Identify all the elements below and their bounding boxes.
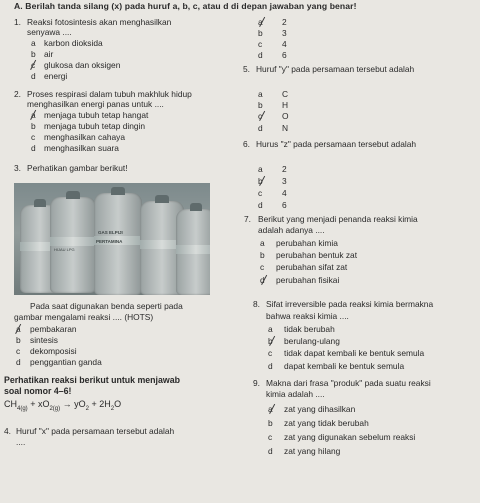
- q6-option-d[interactable]: 6: [282, 200, 287, 210]
- q6-option-c[interactable]: 4: [282, 188, 287, 198]
- q2-number: 2.: [14, 89, 21, 99]
- q3-option-a-letter: a: [16, 324, 21, 334]
- q7-text-line1: Berikut yang menjadi penanda reaksi kimia: [258, 214, 418, 224]
- q7-option-d-letter: d: [260, 275, 265, 285]
- q9-option-a-letter: a: [268, 404, 273, 414]
- q2-text-line1: Proses respirasi dalam tubuh makhluk hidup: [27, 89, 192, 99]
- q2-option-b-letter: b: [31, 121, 36, 131]
- q1-option-c-letter: c: [31, 60, 36, 70]
- q4-intro-line2: soal nomor 4–6!: [4, 386, 72, 396]
- q1-option-d[interactable]: energi: [44, 71, 68, 81]
- q4-number: 4.: [4, 426, 11, 436]
- q5-option-d[interactable]: N: [282, 123, 289, 133]
- q8-option-c-letter: c: [268, 348, 273, 358]
- q7-option-c-letter: c: [260, 262, 265, 272]
- q6-option-b-letter: b: [258, 176, 263, 186]
- q3-option-a[interactable]: pembakaran: [30, 324, 77, 334]
- q9-text-line2: kimia adalah ....: [266, 389, 325, 399]
- q7-option-a[interactable]: perubahan kimia: [276, 238, 338, 248]
- q8-option-b[interactable]: berulang-ulang: [284, 336, 340, 346]
- q4-intro-line1: Perhatikan reaksi berikut untuk menjawab: [4, 375, 180, 385]
- q4-option-b-letter: b: [258, 28, 263, 38]
- q2-option-c-letter: c: [31, 132, 36, 142]
- q8-text-line2: bahwa reaksi kimia ....: [266, 311, 349, 321]
- q2-option-a-letter: a: [31, 110, 36, 120]
- q2-text-line2: menghasilkan energi panas untuk ....: [27, 99, 164, 109]
- q7-option-c[interactable]: perubahan sifat zat: [276, 262, 348, 272]
- q7-text-line2: adalah adanya ....: [258, 225, 325, 235]
- q8-option-a[interactable]: tidak berubah: [284, 324, 335, 334]
- q7-option-d[interactable]: perubahan fisikai: [276, 275, 340, 285]
- tank-label-mid: PERTAMINA: [96, 239, 123, 244]
- q3-after-line1: Pada saat digunakan benda seperti pada: [30, 301, 183, 311]
- answer-check-mark-icon: [254, 173, 265, 186]
- q8-text-line1: Sifat irreversible pada reaksi kimia bermakna: [266, 299, 434, 309]
- q4-option-a[interactable]: 2: [282, 17, 287, 27]
- answer-check-mark-icon: [264, 401, 275, 414]
- q4-option-c[interactable]: 4: [282, 39, 287, 49]
- q2-option-d-letter: d: [31, 143, 36, 153]
- q5-option-d-letter: d: [258, 123, 263, 133]
- q1-option-b[interactable]: air: [44, 49, 54, 59]
- q6-text: Hurus "z" pada persamaan tersebut adalah: [256, 139, 417, 149]
- gas-tank: [176, 209, 210, 295]
- q9-option-b-letter: b: [268, 418, 273, 428]
- q1-option-c[interactable]: glukosa dan oksigen: [44, 60, 121, 70]
- q3-option-b[interactable]: sintesis: [30, 335, 58, 345]
- q2-option-d[interactable]: menghasilkan suara: [44, 143, 119, 153]
- q7-option-b-letter: b: [260, 250, 265, 260]
- q6-option-a[interactable]: 2: [282, 164, 287, 174]
- q5-option-c-letter: c: [258, 111, 263, 121]
- q6-number: 6.: [243, 139, 250, 149]
- q9-text-line1: Makna dari frasa "produk" pada suatu reaksi: [266, 378, 431, 388]
- q7-number: 7.: [244, 214, 251, 224]
- q8-option-d[interactable]: dapat kembali ke bentuk semula: [284, 361, 405, 371]
- q3-option-c[interactable]: dekomposisi: [30, 346, 77, 356]
- q8-number: 8.: [253, 299, 260, 309]
- q3-option-d-letter: d: [16, 357, 21, 367]
- q9-option-b[interactable]: zat yang tidak berubah: [284, 418, 369, 428]
- tank-label-small: HIJAU LPG: [54, 247, 75, 252]
- q3-option-c-letter: c: [16, 346, 21, 356]
- q9-option-d[interactable]: zat yang hilang: [284, 446, 341, 456]
- q5-number: 5.: [243, 64, 250, 74]
- q6-option-c-letter: c: [258, 188, 263, 198]
- answer-check-mark-icon: [264, 333, 275, 346]
- q5-option-a[interactable]: C: [282, 89, 289, 99]
- q5-text: Huruf "y" pada persamaan tersebut adalah: [256, 64, 415, 74]
- q1-text-line2: senyawa ....: [27, 27, 72, 37]
- q6-option-a-letter: a: [258, 164, 263, 174]
- q7-option-a-letter: a: [260, 238, 265, 248]
- q6-option-b[interactable]: 3: [282, 176, 287, 186]
- q8-option-d-letter: d: [268, 361, 273, 371]
- q4-option-b[interactable]: 3: [282, 28, 287, 38]
- q1-option-b-letter: b: [31, 49, 36, 59]
- q1-option-a-letter: a: [31, 38, 36, 48]
- q2-option-a[interactable]: menjaga tubuh tetap hangat: [44, 110, 149, 120]
- q3-text-line1: Perhatikan gambar berikut!: [27, 163, 128, 173]
- tank-label-top: GAS ELPIJI: [98, 230, 123, 235]
- q5-option-a-letter: a: [258, 89, 263, 99]
- answer-check-mark-icon: [254, 14, 265, 27]
- q5-option-c[interactable]: O: [282, 111, 289, 121]
- q4-option-d-letter: d: [258, 50, 263, 60]
- q5-option-b-letter: b: [258, 100, 263, 110]
- q9-option-c-letter: c: [268, 432, 273, 442]
- lpg-gas-tanks-image: [14, 183, 210, 295]
- q6-option-d-letter: d: [258, 200, 263, 210]
- q1-option-d-letter: d: [31, 71, 36, 81]
- q9-option-d-letter: d: [268, 446, 273, 456]
- q3-after-line2: gambar mengalami reaksi .... (HOTS): [14, 312, 154, 322]
- answer-check-mark-icon: [254, 108, 265, 121]
- q9-option-a[interactable]: zat yang dihasilkan: [284, 404, 356, 414]
- q9-number: 9.: [253, 378, 260, 388]
- q1-text-line1: Reaksi fotosintesis akan menghasilkan: [27, 17, 172, 27]
- q4-dots: ....: [16, 437, 26, 447]
- q3-option-b-letter: b: [16, 335, 21, 345]
- q5-option-b[interactable]: H: [282, 100, 289, 110]
- answer-check-mark-icon: [256, 272, 267, 285]
- q8-option-c[interactable]: tidak dapat kembali ke bentuk semula: [284, 348, 425, 358]
- q3-number: 3.: [14, 163, 21, 173]
- q7-option-b[interactable]: perubahan bentuk zat: [276, 250, 358, 260]
- q8-option-a-letter: a: [268, 324, 273, 334]
- reaction-equation: $CH_{4(g)} + xO_{2(g)} \to yO_2 + 2H_2O$: [4, 399, 122, 412]
- q9-option-c[interactable]: zat yang digunakan sebelum reaksi: [284, 432, 416, 442]
- section-header: A. Berilah tanda silang (x) pada huruf a, b, c, atau d di depan jawaban yang benar!: [14, 1, 357, 11]
- q2-option-b[interactable]: menjaga tubuh tetap dingin: [44, 121, 146, 131]
- q1-number: 1.: [14, 17, 21, 27]
- q8-option-b-letter: b: [268, 336, 273, 346]
- q4-option-c-letter: c: [258, 39, 263, 49]
- q2-option-c[interactable]: menghasilkan cahaya: [44, 132, 126, 142]
- q1-option-a[interactable]: karbon dioksida: [44, 38, 103, 48]
- q4-option-a-letter: a: [258, 17, 263, 27]
- q4-text: Huruf "x" pada persamaan tersebut adalah: [16, 426, 175, 436]
- q3-option-d[interactable]: penggantian ganda: [30, 357, 102, 367]
- q4-option-d[interactable]: 6: [282, 50, 287, 60]
